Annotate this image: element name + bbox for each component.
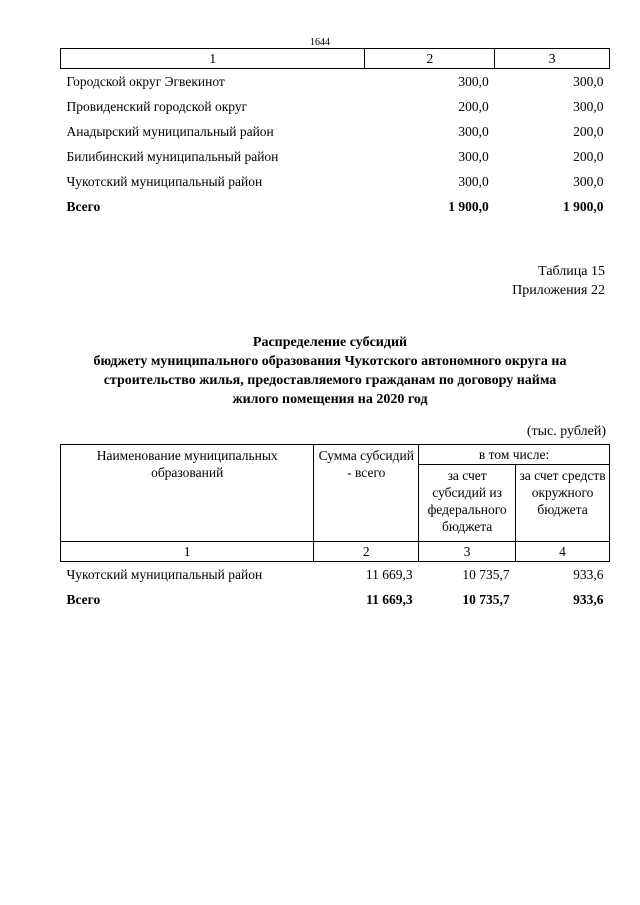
header-row [61, 445, 610, 465]
total-value: 933,6 [573, 591, 604, 607]
column-index: 1 [61, 49, 365, 69]
allocation-table-continued [60, 48, 610, 219]
table-row [61, 119, 610, 144]
title-line: бюджету муниципального образования Чукотского автономного округа на [93, 354, 567, 369]
municipality-name: Анадырский муниципальный район [66, 123, 274, 139]
header-total-subsidy: Сумма субсидий - всего [314, 445, 419, 542]
value-cell: 300,0 [458, 173, 489, 189]
value-cell: 300,0 [573, 98, 604, 114]
title-line: Распределение субсидий [252, 335, 408, 350]
value-cell: 10 735,7 [462, 566, 510, 582]
units-label: (тыс. рублей) [526, 424, 606, 439]
value-cell: 200,0 [573, 148, 604, 164]
value-cell: 300,0 [458, 123, 489, 139]
value-cell: 200,0 [458, 98, 489, 114]
total-value: 11 669,3 [366, 591, 413, 607]
column-index: 2 [365, 49, 495, 69]
total-value: 1 900,0 [563, 198, 604, 214]
column-index: 1 [61, 542, 314, 562]
value-cell: 300,0 [573, 173, 604, 189]
municipality-name: Чукотский муниципальный район [66, 566, 263, 582]
value-cell: 300,0 [458, 73, 489, 89]
column-index-row [61, 542, 610, 562]
total-label: Всего [66, 198, 101, 214]
table-row [61, 69, 610, 95]
document-title [40, 333, 620, 409]
header-municipality: Наименование муниципальных образований [61, 445, 314, 542]
total-row [61, 194, 610, 219]
total-value: 10 735,7 [462, 591, 510, 607]
total-label: Всего [66, 591, 101, 607]
value-cell: 300,0 [458, 148, 489, 164]
title-line: строительство жилья, предоставляемого гражданам по договору найма [103, 373, 557, 388]
title-line: жилого помещения на 2020 год [232, 392, 428, 407]
header-federal: за счет субсидий из федерального бюджета [419, 465, 516, 542]
appendix-label: Приложения 22 [512, 283, 605, 298]
column-index-row [61, 49, 610, 69]
header-including: в том числе: [419, 445, 610, 465]
table-row [61, 169, 610, 194]
table-row [61, 144, 610, 169]
column-index: 3 [419, 542, 516, 562]
table-row [61, 94, 610, 119]
municipality-name: Городской округ Эгвекинот [66, 73, 225, 89]
table-label: Таблица 15 [538, 264, 605, 279]
value-cell: 300,0 [573, 73, 604, 89]
municipality-name: Провиденский городской округ [66, 98, 248, 114]
subsidy-table [60, 444, 610, 612]
value-cell: 11 669,3 [365, 566, 413, 582]
column-index: 3 [495, 49, 610, 69]
column-index: 4 [516, 542, 610, 562]
municipality-name: Билибинский муниципальный район [66, 148, 279, 164]
column-index: 2 [314, 542, 419, 562]
total-row [61, 587, 610, 612]
value-cell: 200,0 [573, 123, 604, 139]
page-number: 1644 [310, 37, 330, 48]
value-cell: 933,6 [573, 566, 604, 582]
total-value: 1 900,0 [448, 198, 489, 214]
header-district: за счет средств окружного бюджета [516, 465, 610, 542]
table-row [61, 562, 610, 588]
municipality-name: Чукотский муниципальный район [66, 173, 263, 189]
